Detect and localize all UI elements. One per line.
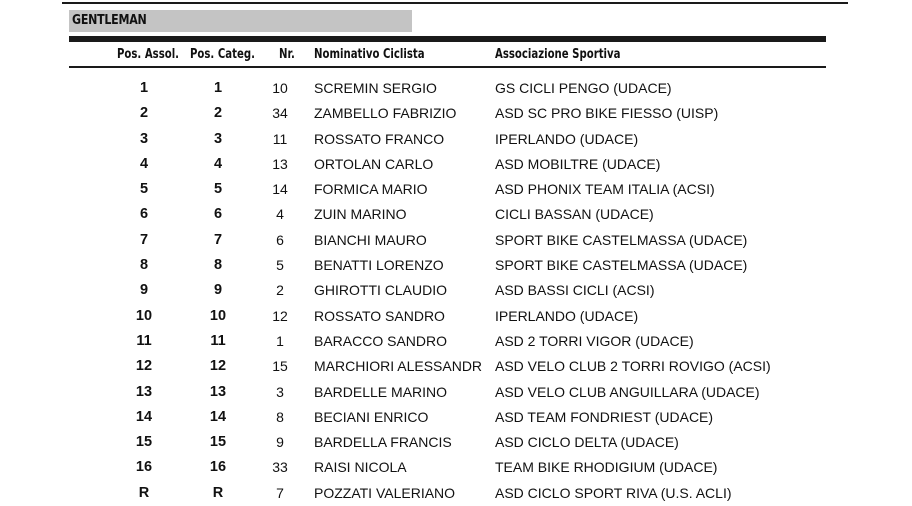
cell-pos-assol: R [138, 484, 150, 501]
cell-assoc: ASD SC PRO BIKE FIESSO (UISP) [495, 105, 719, 122]
table-row [0, 278, 912, 303]
cell-pos-assol: 12 [135, 358, 153, 375]
cell-pos-categ: 1 [213, 80, 223, 96]
cell-pos-assol: 3 [139, 130, 149, 147]
cell-name: ROSSATO FRANCO [314, 130, 445, 147]
cell-pos-assol: 15 [135, 434, 153, 451]
column-header-pos-assol: Pos. Assol. [117, 47, 180, 62]
cell-assoc: CICLI BASSAN (UDACE) [495, 206, 654, 223]
table-row [0, 127, 912, 152]
cell-assoc: GS CICLI PENGO (UDACE) [495, 80, 672, 96]
cell-pos-categ: 8 [213, 257, 223, 274]
cell-pos-categ: 12 [209, 358, 227, 375]
cell-pos-categ: 6 [213, 206, 223, 223]
cell-pos-assol: 9 [139, 282, 149, 299]
cell-pos-categ: 9 [213, 282, 223, 299]
cell-nr: 3 [276, 383, 284, 400]
cell-name: BARDELLA FRANCIS [314, 434, 452, 451]
cell-nr: 11 [272, 130, 288, 147]
cell-nr: 2 [276, 282, 284, 299]
cell-nr: 5 [276, 257, 284, 274]
cell-assoc: ASD TEAM FONDRIEST (UDACE) [495, 408, 714, 425]
table-row [0, 101, 912, 126]
results-table-body [0, 76, 912, 506]
cell-nr: 34 [272, 105, 288, 122]
table-header-row [0, 43, 912, 65]
cell-pos-categ: R [212, 484, 224, 501]
cell-assoc: TEAM BIKE RHODIGIUM (UDACE) [495, 459, 718, 476]
cell-assoc: ASD VELO CLUB 2 TORRI ROVIGO (ACSI) [495, 358, 771, 375]
table-row [0, 228, 912, 253]
cell-name: ZUIN MARINO [314, 206, 407, 223]
cell-name: BENATTI LORENZO [314, 257, 444, 274]
cell-pos-assol: 7 [139, 231, 149, 248]
cell-nr: 33 [272, 459, 288, 476]
table-row [0, 354, 912, 379]
cell-pos-assol: 10 [135, 307, 153, 324]
cell-name: POZZATI VALERIANO [314, 484, 456, 501]
table-header-rule [69, 66, 826, 68]
cell-assoc: SPORT BIKE CASTELMASSA (UDACE) [495, 231, 748, 248]
table-header-bar [69, 36, 826, 42]
cell-nr: 13 [272, 155, 288, 172]
cell-assoc: SPORT BIKE CASTELMASSA (UDACE) [495, 257, 748, 274]
cell-nr: 14 [272, 181, 288, 198]
cell-name: BECIANI ENRICO [314, 408, 429, 425]
cell-pos-assol: 14 [135, 408, 153, 425]
cell-nr: 15 [272, 358, 288, 375]
cell-pos-categ: 5 [213, 181, 223, 198]
cell-nr: 12 [272, 307, 288, 324]
column-header-assoc: Associazione Sportiva [495, 47, 621, 62]
cell-pos-assol: 5 [139, 181, 149, 198]
cell-pos-assol: 6 [139, 206, 149, 223]
cell-nr: 8 [276, 408, 284, 425]
table-row [0, 481, 912, 506]
cell-nr: 10 [272, 80, 288, 96]
cell-nr: 1 [276, 332, 284, 349]
cell-nr: 4 [276, 206, 284, 223]
table-row [0, 380, 912, 405]
cell-nr: 9 [276, 434, 284, 451]
cell-name: BARACCO SANDRO [314, 332, 448, 349]
cell-pos-assol: 11 [136, 332, 152, 349]
cell-name: GHIROTTI CLAUDIO [314, 282, 448, 299]
cell-pos-assol: 8 [139, 257, 149, 274]
cell-name: RAISI NICOLA [314, 459, 407, 476]
cell-assoc: ASD BASSI CICLI (ACSI) [495, 282, 655, 299]
cell-pos-categ: 15 [209, 434, 227, 451]
column-header-name: Nominativo Ciclista [314, 47, 425, 62]
cell-nr: 7 [276, 484, 284, 501]
cell-pos-categ: 2 [213, 105, 223, 122]
table-row [0, 177, 912, 202]
table-row [0, 304, 912, 329]
cell-name: MARCHIORI ALESSANDR [314, 358, 483, 375]
cell-pos-categ: 7 [213, 231, 223, 248]
category-header [69, 10, 412, 32]
cell-pos-categ: 13 [209, 383, 227, 400]
table-row [0, 152, 912, 177]
cell-assoc: ASD PHONIX TEAM ITALIA (ACSI) [495, 181, 715, 198]
cell-pos-categ: 4 [213, 155, 223, 172]
cell-name: SCREMIN SERGIO [314, 80, 437, 96]
cell-pos-assol: 13 [135, 383, 153, 400]
cell-name: ZAMBELLO FABRIZIO [314, 105, 457, 122]
cell-pos-categ: 10 [209, 307, 227, 324]
cell-pos-assol: 4 [139, 155, 149, 172]
cell-name: FORMICA MARIO [314, 181, 428, 198]
table-row [0, 405, 912, 430]
table-row [0, 253, 912, 278]
column-header-pos-categ: Pos. Categ. [190, 47, 255, 62]
table-row [0, 202, 912, 227]
cell-pos-categ: 11 [210, 332, 226, 349]
cell-name: BARDELLE MARINO [314, 383, 448, 400]
cell-name: ROSSATO SANDRO [314, 307, 445, 324]
table-row [0, 76, 912, 101]
cell-pos-assol: 1 [139, 80, 149, 96]
cell-assoc: ASD MOBILTRE (UDACE) [495, 155, 661, 172]
column-header-nr: Nr. [279, 47, 295, 62]
cell-assoc: IPERLANDO (UDACE) [495, 130, 639, 147]
cell-name: BIANCHI MAURO [314, 231, 427, 248]
cell-assoc: ASD CICLO DELTA (UDACE) [495, 434, 679, 451]
cell-pos-assol: 16 [135, 459, 153, 476]
cell-assoc: IPERLANDO (UDACE) [495, 307, 639, 324]
table-row [0, 430, 912, 455]
cell-pos-categ: 14 [209, 408, 227, 425]
cell-assoc: ASD 2 TORRI VIGOR (UDACE) [495, 332, 694, 349]
cell-name: ORTOLAN CARLO [314, 155, 434, 172]
cell-nr: 6 [276, 231, 284, 248]
cell-assoc: ASD CICLO SPORT RIVA (U.S. ACLI) [495, 484, 732, 501]
cell-pos-categ: 3 [213, 130, 223, 147]
category-title: GENTLEMAN [72, 13, 147, 28]
cell-pos-assol: 2 [139, 105, 149, 122]
table-row [0, 329, 912, 354]
cell-pos-categ: 16 [209, 459, 227, 476]
table-row [0, 455, 912, 480]
top-rule [62, 2, 848, 4]
cell-assoc: ASD VELO CLUB ANGUILLARA (UDACE) [495, 383, 760, 400]
